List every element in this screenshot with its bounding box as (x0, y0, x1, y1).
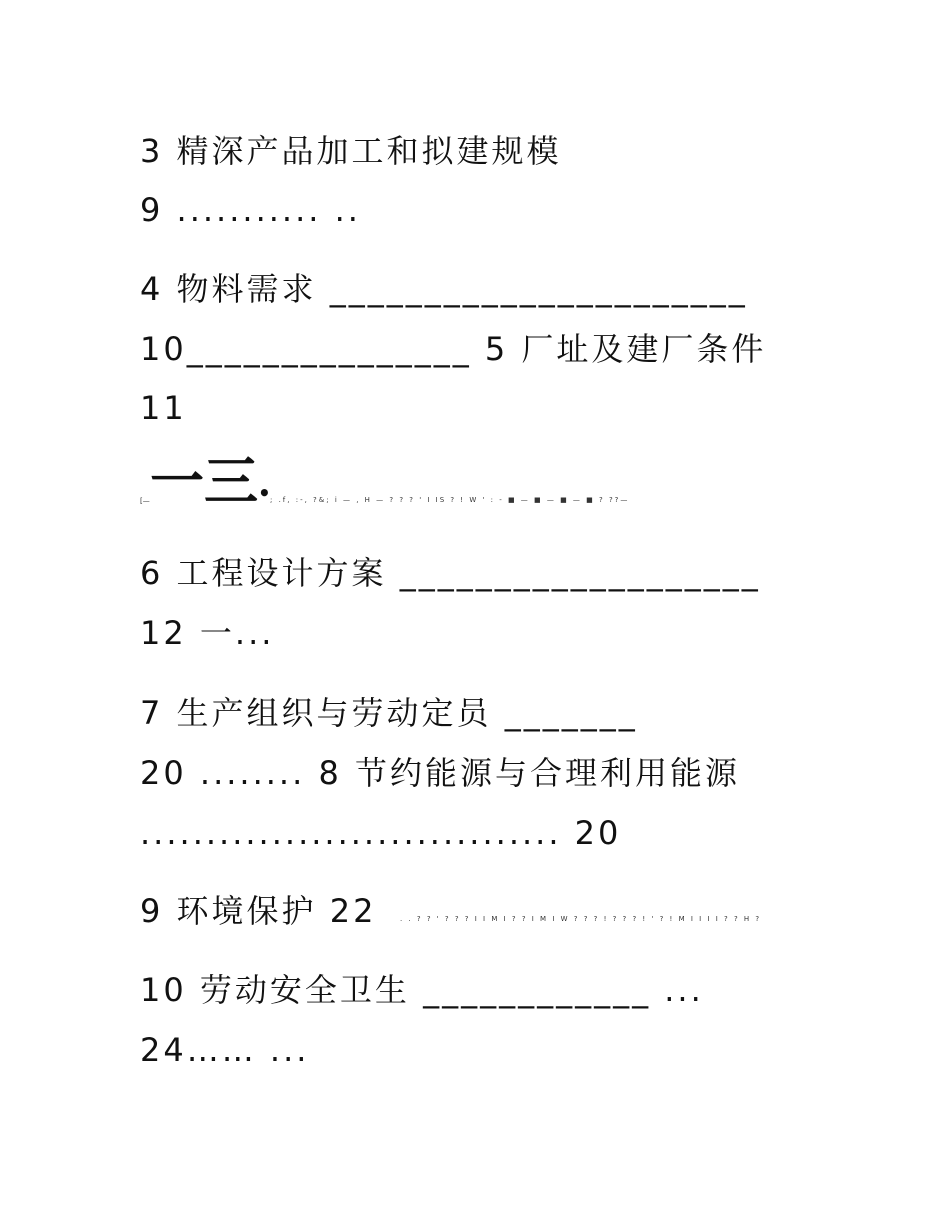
toc-page-number-line: 11 (140, 389, 187, 427)
toc-entry-labor-safety: 10 劳动安全卫生 ____________ ... (140, 971, 704, 1009)
toc-page-number-line: 12 一... (140, 614, 275, 652)
toc-page-number-line: ................................ 20 (140, 814, 622, 852)
toc-entry-production-staffing: 7 生产组织与劳动定员 _______ (140, 694, 638, 732)
scan-artifact-noise: . . ? ? ' ? ? ? I I M I ? ? I M I W ? ? ? ! ? ? ? ! ' ? ! M I I I I ? ? H ? (400, 915, 762, 923)
scan-artifact-left: [— (140, 497, 150, 505)
toc-page-number-line: 24…… ... (140, 1031, 310, 1069)
scan-artifact-main: 一三 (150, 450, 258, 513)
toc-entry-energy-saving: 20 ........ 8 节约能源与合理利用能源 (140, 754, 740, 792)
scan-artifact-dot: • (258, 481, 271, 505)
scan-artifact-mark (150, 450, 271, 513)
scan-artifact-noise: ; .f, :-, ?&; i — , H — ? ? ? ' I IS ? ! W ' : - ■ — ■ — ■ — ■ ? ??— (270, 496, 630, 504)
toc-page-number-line: 9 ........... .. (140, 191, 361, 229)
toc-entry-site-conditions: 10_______________ 5 厂址及建厂条件 (140, 330, 767, 368)
toc-entry-material-demand: 4 物料需求 ______________________ (140, 270, 748, 308)
toc-entry-engineering-design: 6 工程设计方案 ___________________ (140, 554, 761, 592)
toc-entry-environmental-protection: 9 环境保护 22 (140, 892, 377, 930)
toc-entry-processing-scale: 3 精深产品加工和拟建规模 (140, 132, 562, 170)
